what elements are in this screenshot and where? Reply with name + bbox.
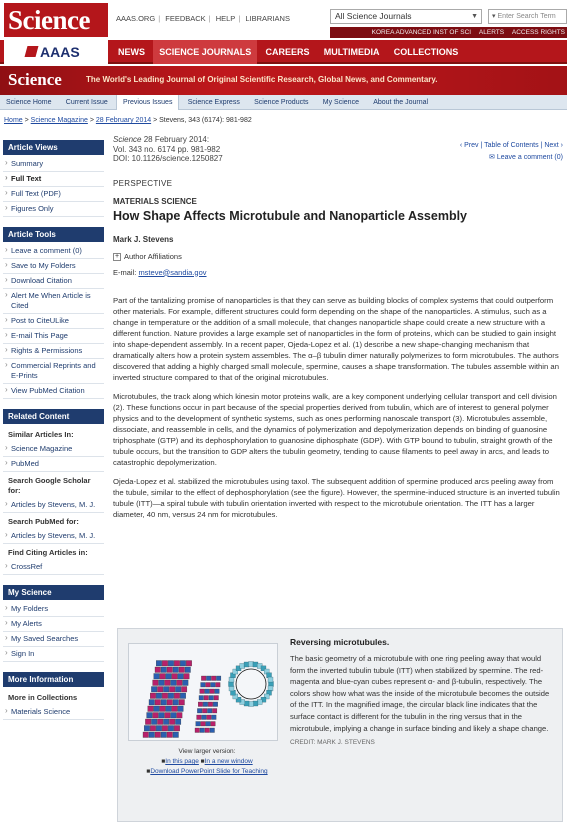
download-ppt-link[interactable]: Download PowerPoint Slide for Teaching <box>150 768 268 775</box>
tubulin-cube <box>144 726 150 732</box>
tubulin-cube <box>204 696 209 701</box>
tubulin-cube <box>163 687 169 693</box>
sidebar-item-full-text-pdf[interactable]: › Full Text (PDF) <box>3 187 104 202</box>
tubulin-cube <box>169 687 175 693</box>
sidebar-item-my-folders[interactable]: › My Folders <box>3 602 104 617</box>
tubulin-cube <box>174 661 180 667</box>
tubulin-cube <box>177 713 183 719</box>
alerts-link[interactable]: ALERTS <box>478 29 505 36</box>
institution-strip <box>330 27 567 38</box>
tubulin-cube <box>183 680 189 686</box>
sidebar-item-pubmed-citation[interactable]: › View PubMed Citation <box>3 384 104 399</box>
sidebar-item-science-magazine[interactable]: › Science Magazine <box>3 442 104 457</box>
search-input[interactable] <box>488 9 567 24</box>
sidebar-item-alert-cited[interactable]: › Alert Me When Article is Cited <box>3 289 104 314</box>
tubulin-cube <box>160 674 166 680</box>
sidebar-item-materials-science[interactable]: › Materials Science <box>3 705 104 720</box>
aaas-logo[interactable] <box>4 40 108 64</box>
tubulin-cube <box>174 693 180 699</box>
tubulin-cube <box>206 722 211 727</box>
my-science-heading: My Science <box>3 585 104 600</box>
email-label: E-mail: <box>113 267 137 277</box>
journal-select[interactable] <box>330 9 482 24</box>
sidebar-item-crossref[interactable]: › CrossRef <box>3 560 104 575</box>
leave-comment-link[interactable]: Leave a comment (0) <box>496 154 563 161</box>
tubulin-cube <box>157 719 163 725</box>
view-new-window-link[interactable]: In a new window <box>204 758 253 765</box>
tubulin-cube <box>160 706 166 712</box>
tubulin-cube <box>212 715 217 720</box>
sub-navbar <box>0 95 567 110</box>
author-email <box>113 268 565 277</box>
tubulin-cube <box>148 706 154 712</box>
top-link-librarians[interactable]: LIBRARIANS <box>245 14 290 23</box>
pubmed-search-label: Search PubMed for: <box>8 517 79 526</box>
figure-thumbnail[interactable] <box>128 643 278 741</box>
tubulin-cube <box>178 706 184 712</box>
tubulin-cube <box>184 674 190 680</box>
sidebar-item-sign-in[interactable]: › Sign In <box>3 647 104 662</box>
search-placeholder: Enter Search Term <box>497 13 556 20</box>
view-larger-label: View larger version: <box>178 748 236 755</box>
tubulin-cube <box>206 683 211 688</box>
sidebar-item-save-folders[interactable]: › Save to My Folders <box>3 259 104 274</box>
expand-plus-icon: + <box>114 252 120 260</box>
tubulin-cube <box>202 709 207 714</box>
citation-date: 28 February 2014: <box>143 135 210 144</box>
tubulin-cube <box>143 732 149 738</box>
article-views-heading: Article Views <box>3 140 104 155</box>
ring-tubulin-cube <box>244 662 249 667</box>
tubulin-cube <box>201 683 206 688</box>
tubulin-cube <box>174 726 180 732</box>
sidebar-item-pubmed-articles[interactable]: › Articles by Stevens, M. J. <box>3 529 104 544</box>
tubulin-cube <box>214 696 219 701</box>
article-paragraph-2: Microtubules, the track along which kinesin motor proteins walk, are a key component underlying cellular transport and cell division (2). These functions occur in part because of the special properties derived from tubulin, which are of interest to general polymer physics and to the development of synthetic systems, such as ones performing nanoscale transport (3). Microtubules assemble, dissociate, and reassemble in cells, and the dynamics of polymerization and depolymerization depends on binding of guanosine triphosphate (GTP) and its dephosphorylation to guanosine diphosphate (GDP). With GTP bound to tubulin, straight growth of the tubule occurs, but the transition to GDP alters the tubulin geometry, tending to cause filaments to peel away in arcs, and leads to catastrophic depolymerization. <box>113 391 557 467</box>
related-content-heading: Related Content <box>3 409 104 424</box>
breadcrumb-home[interactable]: Home <box>4 117 23 124</box>
article-main <box>113 135 565 520</box>
tubulin-cube <box>210 728 215 733</box>
sidebar-item-figures-only[interactable]: › Figures Only <box>3 202 104 217</box>
article-nav <box>460 140 563 164</box>
tubulin-cube <box>156 726 162 732</box>
similar-articles-label: Similar Articles In: <box>8 430 74 439</box>
tubulin-cube <box>186 661 192 667</box>
subnav-previous-issues[interactable]: Previous Issues <box>116 95 179 110</box>
breadcrumb-date[interactable]: 28 February 2014 <box>95 117 152 124</box>
tubulin-cube <box>179 667 185 673</box>
breadcrumb-current: Stevens, 343 (6174): 981-982 <box>159 117 252 124</box>
breadcrumb-magazine[interactable]: Science Magazine <box>30 117 88 124</box>
tubulin-cube <box>207 709 212 714</box>
tubulin-cube <box>178 674 184 680</box>
sidebar-item-leave-comment[interactable]: › Leave a comment (0) <box>3 244 104 259</box>
top-link-help[interactable]: HELP <box>215 14 236 23</box>
tubulin-cube <box>213 702 218 707</box>
tubulin-cube <box>151 687 157 693</box>
tubulin-cube <box>171 713 177 719</box>
journal-select-value: All Science Journals <box>335 11 412 21</box>
tubulin-cube <box>200 728 205 733</box>
sidebar-item-citeulike[interactable]: › Post to CiteULike <box>3 314 104 329</box>
article-category: MATERIALS SCIENCE <box>113 196 197 206</box>
tubulin-cube <box>154 674 160 680</box>
tubulin-cube <box>201 722 206 727</box>
tubulin-cube <box>202 715 207 720</box>
tubulin-cube <box>211 683 216 688</box>
sidebar-item-my-alerts[interactable]: › My Alerts <box>3 617 104 632</box>
tubulin-cube <box>166 706 172 712</box>
science-logo[interactable]: Science <box>4 3 108 37</box>
tubulin-cube <box>168 661 174 667</box>
tubulin-cube <box>175 719 181 725</box>
tubulin-cube <box>151 719 157 725</box>
sidebar-item-reprints[interactable]: › Commercial Reprints and E-Prints <box>3 359 104 384</box>
figure-links: View larger version: ■In this page ■In a new window ■Download PowerPoint Slide for Teaching <box>132 747 282 777</box>
tubulin-cube <box>201 676 206 681</box>
tubulin-cube <box>180 693 186 699</box>
nav-news[interactable]: NEWS <box>118 47 145 57</box>
ring-tubulin-cube <box>249 702 254 707</box>
sidebar-item-email-page[interactable]: › E-mail This Page <box>3 329 104 344</box>
article-paragraph-3: Ojeda-Lopez et al. stabilized the microtubules using taxol. The subsequent addition of spermine produced arcs peeling away from the tubule, similar to the effect of dephosphorylation (see the figure). However, the spermine-induced structure is an inverted tubulin tubule (ITT)—a spiral tubule with tubulin orientation inverted with respect to the microtubule orientation. The ITT has a larger diameter, 40 nm, versus 24 nm for microtubules. <box>113 476 560 519</box>
tubulin-cube <box>154 706 160 712</box>
aaas-logo-text: AAAS <box>40 44 80 60</box>
tubulin-cube <box>153 713 159 719</box>
tubulin-cube <box>195 728 200 733</box>
tubulin-cube <box>150 693 156 699</box>
google-scholar-label: Search Google Scholar for: <box>8 476 91 495</box>
subnav-science-home[interactable]: Science Home <box>6 99 52 106</box>
tubulin-cube <box>159 713 165 719</box>
nav-science-journals[interactable]: SCIENCE JOURNALS <box>153 40 257 64</box>
figure-box <box>117 628 563 822</box>
author-affiliations-toggle[interactable] <box>113 252 565 261</box>
article-tools-heading: Article Tools <box>3 227 104 242</box>
subnav-science-products[interactable]: Science Products <box>254 99 309 106</box>
subnav-current-issue[interactable]: Current Issue <box>65 99 108 106</box>
banner-tagline: The World's Leading Journal of Original Scientific Research, Global News, and Commentary. <box>86 75 438 84</box>
nav-careers[interactable]: CAREERS <box>265 47 310 57</box>
citation-doi: DOI: 10.1126/science.1250827 <box>113 154 223 163</box>
tubulin-cube <box>167 732 173 738</box>
citation-volume: Vol. 343 no. 6174 pp. 981-982 <box>113 144 221 154</box>
email-link[interactable]: msteve@sandia.gov <box>138 267 207 277</box>
tubulin-cube <box>203 702 208 707</box>
tubulin-cube <box>205 728 210 733</box>
tubulin-cube <box>168 726 174 732</box>
tubulin-cube <box>163 719 169 725</box>
top-link-aaas[interactable]: AAAS.ORG <box>116 14 156 23</box>
tubulin-cube <box>149 700 155 706</box>
tubulin-cube <box>180 661 186 667</box>
citation-journal: Science <box>113 135 142 144</box>
sidebar-item-saved-searches[interactable]: › My Saved Searches <box>3 632 104 647</box>
tubulin-cube <box>161 700 167 706</box>
tubulin-cube <box>173 667 179 673</box>
more-collections-label: More in Collections <box>8 693 78 702</box>
sidebar-item-full-text[interactable]: › Full Text <box>3 172 104 187</box>
tubulin-cube <box>181 687 187 693</box>
tubulin-cube <box>216 676 221 681</box>
tubulin-cube <box>200 689 205 694</box>
tubulin-cube <box>173 700 179 706</box>
view-in-page-link[interactable]: In this page <box>165 758 199 765</box>
chevron-down-icon: ▼ <box>471 13 478 20</box>
chevron-down-icon: ▾ <box>492 13 496 20</box>
tubulin-cube <box>179 700 185 706</box>
tubulin-cube <box>162 693 168 699</box>
breadcrumb: Home > Science Magazine > 28 February 2014 > Stevens, 343 (6174): 981-982 <box>4 117 252 124</box>
article-section: PERSPECTIVE <box>113 178 173 188</box>
tubulin-cube <box>196 722 201 727</box>
nav-items <box>118 40 470 64</box>
nav-collections[interactable]: COLLECTIONS <box>393 47 459 57</box>
tubulin-cube <box>165 680 171 686</box>
tubulin-cube <box>209 696 214 701</box>
tubulin-cube <box>157 687 163 693</box>
access-rights-link[interactable]: ACCESS RIGHTS <box>511 29 565 36</box>
ring-tubulin-cube <box>268 677 273 682</box>
tubulin-cube <box>199 696 204 701</box>
aaas-mark-icon <box>25 46 39 57</box>
figure-credit: CREDIT: MARK J. STEVENS <box>290 739 375 747</box>
citing-articles-label: Find Citing Articles in: <box>8 548 88 557</box>
tubulin-cube <box>156 661 162 667</box>
tubulin-cube <box>162 726 168 732</box>
tubulin-cube <box>145 719 151 725</box>
tubulin-cube <box>172 706 178 712</box>
tubulin-cube <box>167 667 173 673</box>
ring-tubulin-cube <box>229 682 234 687</box>
tubulin-cube <box>155 667 161 673</box>
author-affiliations-label: Author Affiliations <box>124 251 182 261</box>
top-header <box>0 0 567 40</box>
tubulin-cube <box>161 667 167 673</box>
subnav-about-journal[interactable]: About the Journal <box>373 99 429 106</box>
sidebar-item-google-articles[interactable]: › Articles by Stevens, M. J. <box>3 498 104 513</box>
tubulin-cube <box>211 722 216 727</box>
tubulin-cube <box>149 732 155 738</box>
tubulin-cube <box>165 713 171 719</box>
figure-title: Reversing microtubules. <box>290 637 390 647</box>
ring-tubulin-cube <box>249 662 254 667</box>
article-paragraph-1: Part of the tantalizing promise of nanoparticles is that they can serve as building blocks of complex systems that could outperform other materials. For example, different structures could form depending on the shape of the nanoparticles. A stimulus, such as a change in temperature or the addition of a small molecule, that changes nanoparticle shape could create a new structure with a different function. Nature provides a large example set of nanoparticles in the form of proteins, which can be studied to gain insight into shape-dependent assembly. In a recent paper, Ojeda-Lopez et al. (1) describe a new shape-changing mechanism that dramatically alters how a protein system assembles. The α–β tubulin dimer naturally polymerizes to form microtubules. The authors discovered that adding a highly charged small molecule, spermine, causes a shape transformation. The tubules assemble within an inverted structure compared to that of the original microtubules. <box>113 295 559 382</box>
subnav-my-science[interactable]: My Science <box>322 99 359 106</box>
more-information-heading: More Information <box>3 672 104 687</box>
tubulin-cube <box>197 715 202 720</box>
top-links: AAAS.ORG | FEEDBACK | HELP | LIBRARIANS <box>116 14 290 23</box>
tubulin-cube <box>206 676 211 681</box>
tubulin-cube <box>207 715 212 720</box>
tubulin-cube <box>211 676 216 681</box>
tubulin-cube <box>171 680 177 686</box>
tubulin-cube <box>208 702 213 707</box>
ring-tubulin-cube <box>253 701 258 706</box>
tubulin-cube <box>159 680 165 686</box>
top-link-feedback[interactable]: FEEDBACK <box>165 14 206 23</box>
tubulin-cube <box>175 687 181 693</box>
tubulin-cube <box>185 667 191 673</box>
tubulin-cube <box>156 693 162 699</box>
sidebar-item-rights[interactable]: › Rights & Permissions <box>3 344 104 359</box>
tubulin-cube <box>153 680 159 686</box>
subnav-science-express[interactable]: Science Express <box>187 99 240 106</box>
sidebar <box>3 140 104 720</box>
tubulin-cube <box>215 689 220 694</box>
tubulin-cube <box>197 709 202 714</box>
tubulin-cube <box>155 700 161 706</box>
figure-caption <box>290 637 556 746</box>
main-navbar <box>0 40 567 64</box>
sidebar-item-pubmed[interactable]: › PubMed <box>3 457 104 472</box>
article-author[interactable]: Mark J. Stevens <box>113 234 174 244</box>
nav-multimedia[interactable]: MULTIMEDIA <box>323 47 380 57</box>
tubulin-cube <box>177 680 183 686</box>
tubulin-cube <box>212 709 217 714</box>
tubulin-cube <box>173 732 179 738</box>
tubulin-cube <box>162 661 168 667</box>
microtubule-figure <box>129 644 278 741</box>
tubulin-cube <box>167 700 173 706</box>
comment-icon: ✉ <box>489 154 495 161</box>
tubulin-cube <box>147 713 153 719</box>
tubulin-cube <box>216 683 221 688</box>
journal-banner <box>0 66 567 95</box>
ring-tubulin-cube <box>269 682 274 687</box>
tubulin-cube <box>161 732 167 738</box>
banner-logo[interactable]: Science <box>8 70 62 89</box>
tubulin-cube <box>166 674 172 680</box>
tubulin-cube <box>150 726 156 732</box>
ring-tubulin-cube <box>229 686 234 691</box>
tubulin-cube <box>205 689 210 694</box>
tubulin-cube <box>172 674 178 680</box>
institution-name: KOREA ADVANCED INST OF SCI <box>371 29 472 36</box>
sidebar-item-download-citation[interactable]: › Download Citation <box>3 274 104 289</box>
figure-body: The basic geometry of a microtubule with one ring peeling away that would form the inverted tubulin tubule (ITT) when stabilized by spermine. The red-magenta and blue-cyan cubes represent α- and β-tubulin, respectively. The colors show how what was the inside of the microtubule becomes the outside of the ITT. In the magnified image, the circular black line indicates that the surface contact is different for the tubulin in the ring versus that in the microtubule, implying a change in surface binding and likely a shape change. <box>290 654 550 733</box>
tubulin-cube <box>155 732 161 738</box>
article-title: How Shape Affects Microtubule and Nanoparticle Assembly <box>113 208 468 223</box>
tubulin-cube <box>169 719 175 725</box>
sidebar-item-summary[interactable]: › Summary <box>3 157 104 172</box>
tubulin-cube <box>210 689 215 694</box>
prev-next-links[interactable]: ‹ Prev | Table of Contents | Next › <box>459 142 563 149</box>
tubulin-cube <box>198 702 203 707</box>
tubulin-cube <box>168 693 174 699</box>
